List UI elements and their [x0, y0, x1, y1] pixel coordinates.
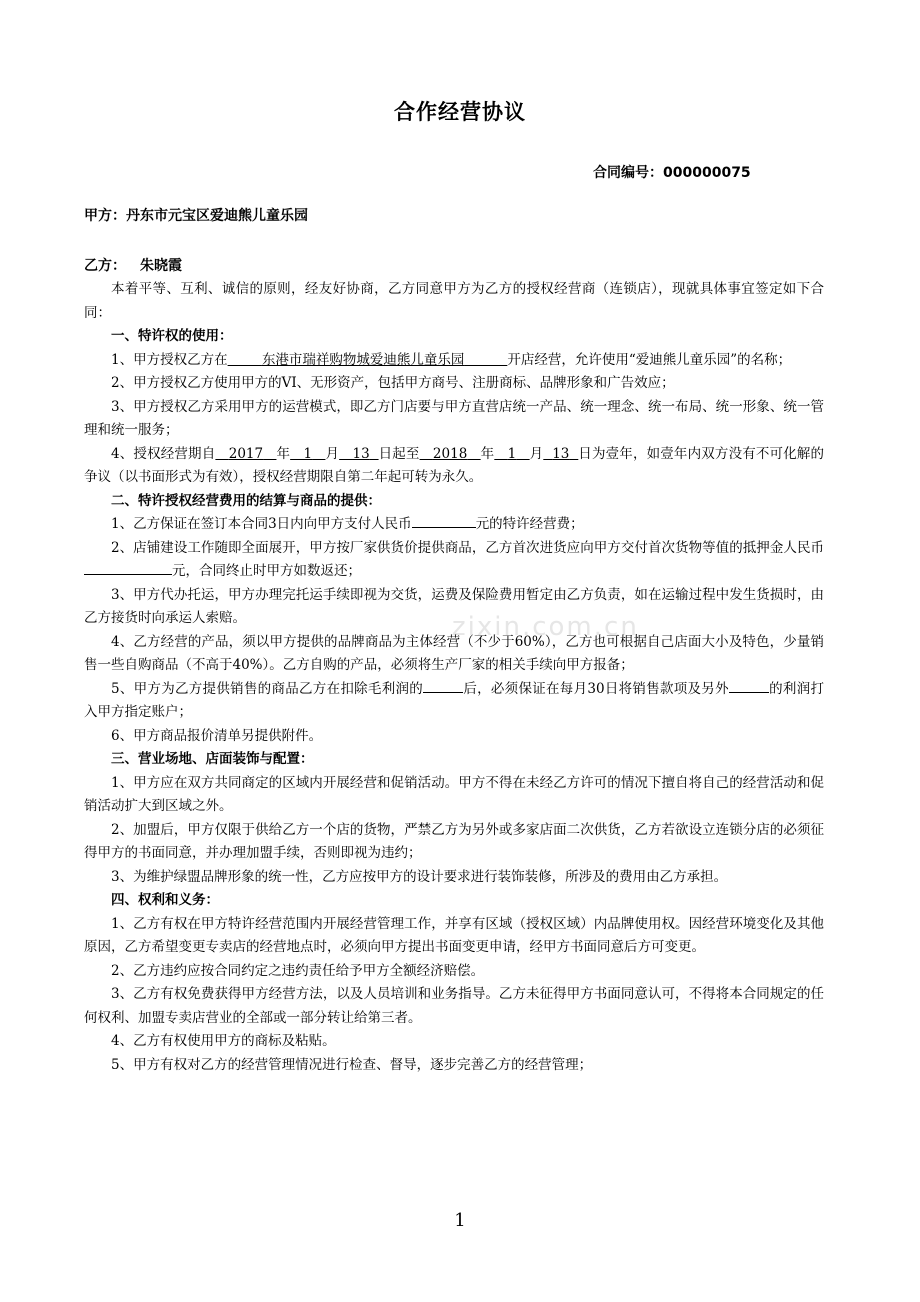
party-b-name: 朱晓霞	[140, 258, 182, 274]
section-4-title: 四、权利和义务：	[111, 892, 219, 908]
clause-4-5: 5、甲方有权对乙方的经营管理情况进行检查、督导，逐步完善乙方的经营管理；	[111, 1056, 593, 1073]
contract-body	[84, 278, 824, 1077]
gross-profit-blank	[423, 678, 463, 693]
party-b	[84, 255, 182, 275]
clause-1-2: 2、甲方授权乙方使用甲方的VI、无形资产，包括甲方商号、注册商标、品牌形象和广告效应；	[111, 375, 675, 391]
start-year-field: 2017	[228, 445, 264, 462]
clause-2-4: 4、乙方经营的产品，须以甲方提供的品牌商品为主体经营（不少于60%），乙方也可根据自己店面大小及特色，少量销售一些自购商品（不高于40%）。乙方自购的产品，必须将生产厂家的相关手续向甲方报备；	[84, 633, 824, 673]
clause-4-3: 3、乙方有权免费获得甲方经营方法，以及人员培训和业务指导。乙方未征得甲方书面同意认可，不得将本合同规定的任何权利、加盟专卖店营业的全部或一部分转让给第三者。	[84, 986, 824, 1026]
end-year-field: 2018	[432, 445, 468, 462]
clause-4-4: 4、乙方有权使用甲方的商标及粘贴。	[111, 1033, 336, 1049]
document-title: 合作经营协议	[394, 100, 526, 124]
clause-1-1: 1、甲方授权乙方在 东港市瑞祥购物城爱迪熊儿童乐园 开店经营，允许使用“爱迪熊儿童乐园”的名称；	[111, 351, 792, 368]
party-b-label: 乙方：	[84, 258, 126, 274]
deposit-blank	[84, 560, 172, 575]
clause-1-4: 4、授权经营期自 2017 年 1 月 13 日起至 2018 年 1 月 13 日为壹年，如壹年内双方没有不可化解的争议（以书面形式为有效），授权经营期限自第二年起可转为永久。	[84, 445, 825, 485]
party-a-name: 丹东市元宝区爱迪熊儿童乐园	[126, 208, 308, 224]
section-2-title: 二、特许授权经营费用的结算与商品的提供：	[111, 492, 381, 509]
clause-4-2: 2、乙方违约应按合同约定之违约责任给予甲方全额经济赔偿。	[111, 962, 485, 979]
start-month-field: 1	[303, 445, 313, 462]
watermark: zixin.com.cn	[452, 612, 639, 642]
store-location-field: 东港市瑞祥购物城爱迪熊儿童乐园	[261, 351, 465, 368]
party-a	[84, 205, 308, 225]
contract-number-value: 000000075	[663, 165, 751, 181]
contract-number	[593, 162, 751, 182]
end-day-field: 13	[552, 445, 570, 462]
clause-2-5: 5、甲方为乙方提供销售的商品乙方在扣除毛利润的 后，必须保证在每月30日将销售款项及另外 的利润打入甲方指定账户；	[84, 678, 824, 725]
party-a-label: 甲方：	[84, 208, 126, 224]
intro-paragraph: 本着平等、互利、诚信的原则，经友好协商，乙方同意甲方为乙方的授权经营商（连锁店），现就具体事宜签定如下合同：	[84, 281, 824, 321]
clause-2-1: 1、乙方保证在签订本合同3日内向甲方支付人民币 元的特许经营费；	[84, 513, 824, 537]
clause-2-3: 3、甲方代办托运，甲方办理完托运手续即视为交货，运费及保险费用暂定由乙方负责，如在运输过程中发生货损时，由乙方接货时向承运人索赔。	[84, 586, 824, 626]
start-day-field: 13	[352, 445, 370, 462]
franchise-fee-blank	[412, 513, 476, 528]
clause-2-2: 2、店铺建设工作随即全面展开，甲方按厂家供货价提供商品，乙方首次进货应向甲方交付首次货物等值的抵押金人民币元，合同终止时甲方如数返还；	[84, 537, 824, 584]
section-3-title: 三、营业场地、店面装饰与配置：	[111, 751, 314, 767]
clause-2-6: 6、甲方商品报价清单另提供附件。	[111, 727, 323, 744]
contract-number-label: 合同编号：	[593, 165, 663, 181]
clause-3-3: 3、为维护绿盟品牌形象的统一性，乙方应按甲方的设计要求进行装饰装修，所涉及的费用由乙方承担。	[111, 868, 728, 885]
clause-1-3: 3、甲方授权乙方采用甲方的运营模式，即乙方门店要与甲方直营店统一产品、统一理念、统一布局、统一形象、统一管理和统一服务；	[84, 398, 824, 438]
section-1-title: 一、特许权的使用：	[111, 328, 233, 344]
clause-3-2: 2、加盟后，甲方仅限于供给乙方一个店的货物，严禁乙方为另外或多家店面二次供货，乙方若欲设立连锁分店的必须征得甲方的书面同意，并办理加盟手续，否则即视为违约；	[84, 821, 824, 861]
page-number: 1	[454, 1210, 466, 1231]
clause-3-1: 1、甲方应在双方共同商定的区域内开展经营和促销活动。甲方不得在未经乙方许可的情况下擅自将自己的经营活动和促销活动扩大到区域之外。	[84, 774, 824, 814]
end-month-field: 1	[507, 445, 517, 462]
extra-profit-blank	[729, 678, 769, 693]
clause-4-1: 1、乙方有权在甲方特许经营范围内开展经营管理工作，并享有区域（授权区域）内品牌使用权。因经营环境变化及其他原因，乙方希望变更专卖店的经营地点时，必须向甲方提出书面变更申请，经甲方书面同意后方可变更。	[84, 915, 824, 955]
